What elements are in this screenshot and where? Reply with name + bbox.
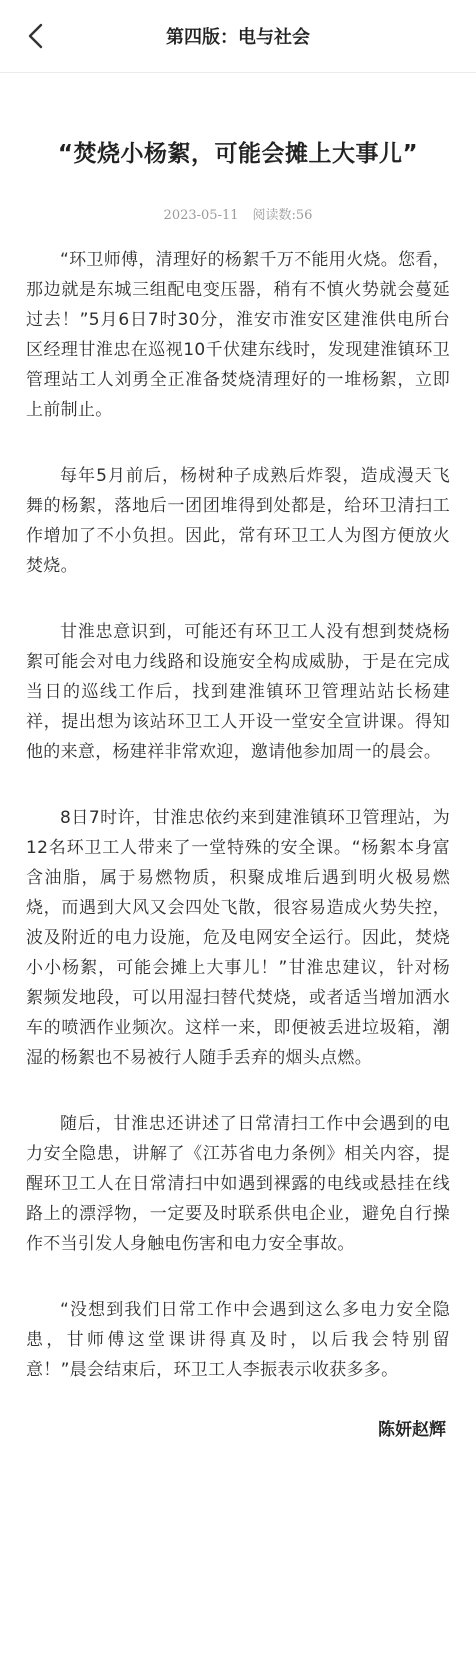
article bbox=[0, 135, 476, 1440]
view-count: 阅读数:56 bbox=[252, 208, 313, 223]
page-title: 第四版：电与社会 bbox=[166, 27, 310, 48]
paragraph: 每年5月前后，杨树种子成熟后炸裂，造成漫天飞舞的杨絮，落地后一团团堆得到处都是，给环卫清扫工作增加了不小负担。因此，常有环卫工人为图方便放火焚烧。 bbox=[26, 466, 450, 576]
publish-date: 2023-05-11 bbox=[163, 208, 239, 223]
back-button[interactable] bbox=[18, 18, 54, 54]
paragraph: 随后，甘淮忠还讲述了日常清扫工作中会遇到的电力安全隐患，讲解了《江苏省电力条例》相关内容，提醒环卫工人在日常清扫中如遇到裸露的电线或悬挂在线路上的漂浮物，一定要及时联系供电企业，避免自行操作不当引发人身触电伤害和电力安全事故。 bbox=[26, 1114, 450, 1254]
article-meta bbox=[26, 204, 450, 223]
paragraph: 8日7时许，甘淮忠依约来到建淮镇环卫管理站，为12名环卫工人带来了一堂特殊的安全课。“杨絮本身富含油脂，属于易燃物质，积聚成堆后遇到明火极易燃烧，而遇到大风又会四处飞散，很容易造成火势失控，波及附近的电力设施，危及电网安全运行。因此，焚烧小小杨絮，可能会摊上大事儿！”甘淮忠建议，针对杨絮频发地段，可以用湿扫替代焚烧，或者适当增加洒水车的喷洒作业频次。这样一来，即便被丢进垃圾箱，潮湿的杨絮也不易被行人随手丢弃的烟头点燃。 bbox=[26, 808, 450, 1068]
article-headline: “焚烧小杨絮，可能会摊上大事儿” bbox=[57, 141, 419, 167]
paragraph: “环卫师傅，清理好的杨絮千万不能用火烧。您看，那边就是东城三组配电变压器，稍有不慎火势就会蔓延过去！”5月6日7时30分，淮安市淮安区建淮供电所台区经理甘淮忠在巡视10千伏建东线时，发现建淮镇环卫管理站工人刘勇全正准备焚烧清理好的一堆杨絮，立即上前制止。 bbox=[26, 250, 450, 420]
article-body bbox=[26, 245, 450, 1385]
chevron-left-icon bbox=[26, 23, 46, 49]
paragraph: “没想到我们日常工作中会遇到这么多电力安全隐患，甘师傅这堂课讲得真及时，以后我会特别留意！”晨会结束后，环卫工人李振表示收获多多。 bbox=[26, 1300, 450, 1380]
top-navigation-bar bbox=[0, 0, 476, 73]
author-byline: 陈妍赵辉 bbox=[378, 1420, 446, 1440]
paragraph: 甘淮忠意识到，可能还有环卫工人没有想到焚烧杨絮可能会对电力线路和设施安全构成威胁，于是在完成当日的巡线工作后，找到建淮镇环卫管理站站长杨建祥，提出想为该站环卫工人开设一堂安全宣讲课。得知他的来意，杨建祥非常欢迎，邀请他参加周一的晨会。 bbox=[26, 622, 450, 762]
